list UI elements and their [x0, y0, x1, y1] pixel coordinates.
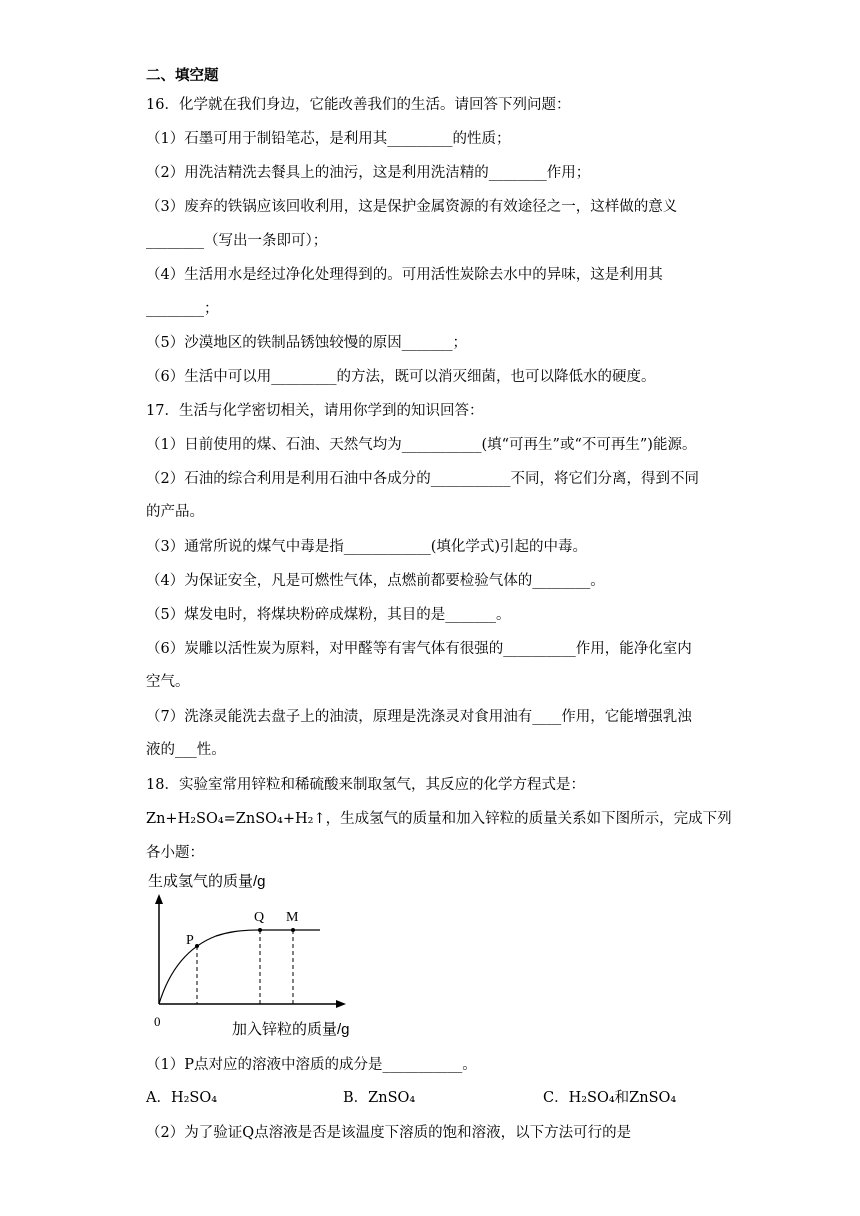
- q16-part3b: ________（写出一条即可）；: [146, 233, 328, 249]
- q18-stem-c: 各小题：: [146, 845, 204, 861]
- q16-part4b: ________；: [146, 301, 219, 317]
- q18-stem-a: 18．实验室常用锌粒和稀硫酸来制取氢气，其反应的化学方程式是：: [146, 777, 585, 793]
- y-axis-arrow: [155, 894, 163, 904]
- q17-part6a: （6）炭雕以活性炭为原料，对甲醛等有害气体有很强的__________作用，能净化室内: [146, 641, 692, 657]
- graph-x-label: 加入锌粒的质量/g: [232, 1021, 350, 1038]
- q17-part4: （4）为保证安全，凡是可燃性气体，点燃前都要检验气体的________。: [146, 573, 605, 589]
- label-m: M: [286, 910, 299, 925]
- q16-part6: （6）生活中可以用_________的方法，既可以消灭细菌，也可以降低水的硬度。: [146, 369, 656, 385]
- q17-part7a: （7）洗涤灵能洗去盘子上的油渍，原理是洗涤灵对食用油有____作用，它能增强乳浊: [146, 709, 692, 725]
- point-p: [195, 944, 199, 948]
- q17-part3: （3）通常所说的煤气中毒是指____________(填化学式)引起的中毒。: [146, 539, 588, 555]
- section-title: 二、填空题: [146, 67, 219, 84]
- q18-stem-b: Zn+H₂SO₄=ZnSO₄+H₂↑，生成氢气的质量和加入锌粒的质量关系如下图所示，完成下列: [146, 811, 732, 827]
- q16-part1: （1）石墨可用于制铅笔芯，是利用其_________的性质；: [146, 131, 511, 147]
- q18-part1: （1）P点对应的溶液中溶质的成分是___________。: [146, 1057, 477, 1073]
- label-q: Q: [254, 910, 265, 925]
- q17-part7b: 液的___性。: [146, 742, 226, 758]
- q16-part5: （5）沙漠地区的铁制品锈蚀较慢的原因_______；: [146, 335, 467, 351]
- q17-part1: （1）日前使用的煤、石油、天然气均为___________(填“可再生”或“不可再生”)能源。: [146, 437, 697, 453]
- x-axis-arrow: [336, 1000, 346, 1008]
- graph-y-label: 生成氢气的质量/g: [148, 873, 266, 890]
- q17-part6b: 空气。: [146, 674, 190, 690]
- q18-part2: （2）为了验证Q点溶液是否是该温度下溶质的饱和溶液，以下方法可行的是: [146, 1125, 632, 1141]
- hydrogen-mass-graph: [140, 868, 380, 1040]
- q17-part2a: （2）石油的综合利用是利用石油中各成分的___________不同，将它们分离，得到不同: [146, 471, 699, 487]
- origin-label: 0: [154, 1014, 161, 1029]
- curve: [159, 930, 320, 1004]
- q18-option-a: A．H₂SO₄: [146, 1090, 218, 1106]
- q17-stem: 17．生活与化学密切相关，请用你学到的知识回答：: [146, 403, 484, 419]
- q17-part2b: 的产品。: [146, 504, 204, 520]
- q16-part4a: （4）生活用水是经过净化处理得到的。可用活性炭除去水中的异味，这是利用其: [146, 267, 663, 283]
- label-p: P: [186, 933, 194, 948]
- point-q: [258, 928, 262, 932]
- q17-part5: （5）煤发电时，将煤块粉碎成煤粉，其目的是_______。: [146, 607, 511, 623]
- q16-part2: （2）用洗洁精洗去餐具上的油污，这是利用洗洁精的________作用；: [146, 165, 591, 181]
- q16-part3a: （3）废弃的铁锅应该回收利用，这是保护金属资源的有效途径之一，这样做的意义: [146, 199, 678, 215]
- q18-option-b: B．ZnSO₄: [343, 1090, 416, 1106]
- q16-stem: 16．化学就在我们身边，它能改善我们的生活。请回答下列问题：: [146, 97, 571, 113]
- q18-option-c: C．H₂SO₄和ZnSO₄: [543, 1090, 677, 1106]
- point-m: [291, 928, 295, 932]
